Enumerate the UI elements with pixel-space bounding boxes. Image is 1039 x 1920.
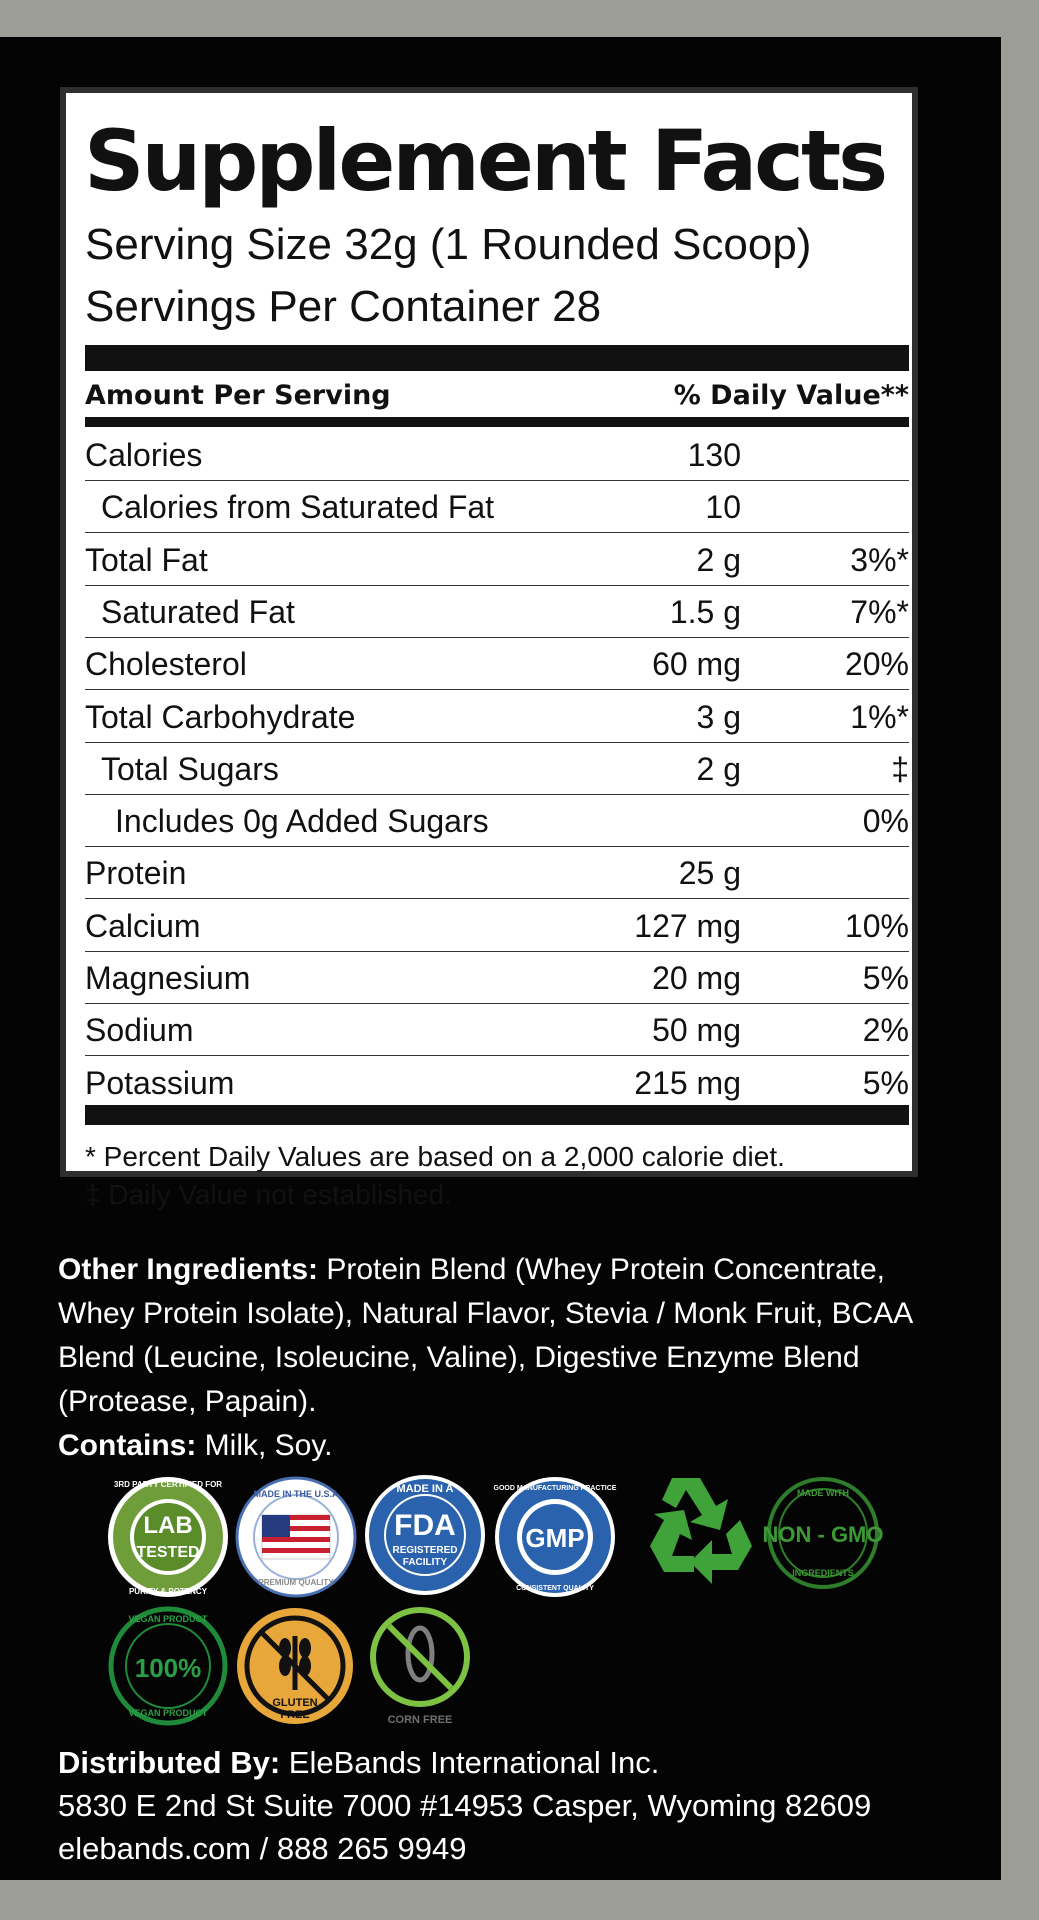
fda-sub2-text: FACILITY xyxy=(402,1557,448,1568)
lab-top-text: 3RD PARTY CERTIFIED FOR xyxy=(113,1480,223,1489)
non-gmo-badge xyxy=(763,1479,884,1587)
nutrient-name: Total Sugars xyxy=(101,750,279,787)
footnote-not-established: ‡ Daily Value not established. xyxy=(85,1179,452,1210)
gmp-badge xyxy=(494,1477,617,1597)
corn-free-badge xyxy=(373,1610,467,1726)
serving-size: Serving Size 32g (1 Rounded Scoop) xyxy=(85,220,812,269)
contains-text: Milk, Soy. xyxy=(196,1429,333,1462)
gmp-bottom-text: CONSISTENT QUALITY xyxy=(516,1585,594,1592)
nutrient-name: Calcium xyxy=(85,907,201,944)
nutrient-amount: 215 mg xyxy=(634,1064,741,1101)
fda-top-text: MADE IN A xyxy=(396,1483,454,1495)
gluten-label1: GLUTEN xyxy=(272,1697,318,1709)
gluten-free-badge xyxy=(237,1608,353,1724)
nutrient-name: Calories xyxy=(85,437,203,473)
nutrient-daily-value: ‡ xyxy=(891,750,909,787)
lab-tested-text: TESTED xyxy=(136,1544,200,1561)
nutrient-name: Total Carbohydrate xyxy=(85,698,356,735)
nutrient-name: Calories from Saturated Fat xyxy=(101,489,495,526)
nongmo-top-text: MADE WITH xyxy=(797,1488,849,1498)
distributed-by-label: Distributed By: xyxy=(58,1745,281,1780)
contains-label: Contains: xyxy=(58,1429,197,1462)
other-ingredients-text: Protein Blend (Whey Protein Concentrate, Whey Protein Isolate), Natural Flavor, Stevia / Monk Fruit, BCAA Blend (Leucine, Isoleucine, Valine), Digestive Enzyme Blend (Protease, Papain). xyxy=(58,1253,912,1418)
usa-top-text: MADE IN THE U.S.A xyxy=(253,1489,339,1499)
nutrient-daily-value: 10% xyxy=(844,907,909,944)
nongmo-bottom-text: INGREDIENTS xyxy=(792,1568,854,1578)
nutrient-daily-value: 2% xyxy=(862,1012,909,1049)
facts-title: Supplement Facts xyxy=(84,112,886,210)
vegan-badge xyxy=(111,1609,225,1723)
usa-bottom-text: PREMIUM QUALITY xyxy=(258,1578,334,1587)
gmp-top-text: GOOD MANUFACTURING PRACTICE xyxy=(493,1485,617,1492)
servings-per-container: Servings Per Container 28 xyxy=(85,282,602,331)
lab-tested-badge xyxy=(108,1477,228,1597)
nongmo-main-text: NON - GMO xyxy=(762,1522,884,1547)
nutrient-name: Potassium xyxy=(85,1064,235,1101)
nutrient-amount: 10 xyxy=(705,489,741,526)
made-in-usa-badge xyxy=(237,1478,355,1596)
nutrient-name: Protein xyxy=(85,855,187,892)
nutrient-name: Includes 0g Added Sugars xyxy=(115,803,489,840)
nutrient-daily-value: 7%* xyxy=(850,593,909,630)
nutrient-daily-value: 0% xyxy=(862,803,909,840)
nutrient-amount: 130 xyxy=(687,437,741,473)
lab-main-text: LAB xyxy=(143,1512,193,1539)
nutrient-name: Cholesterol xyxy=(85,646,247,683)
fda-main-text: FDA xyxy=(394,1509,456,1542)
lab-bottom-text: PURITY & POTENCY xyxy=(128,1587,208,1596)
nutrient-daily-value: 1%* xyxy=(850,698,909,735)
nutrient-name: Magnesium xyxy=(85,960,251,996)
footnote-dv: * Percent Daily Values are based on a 2,000 calorie diet. xyxy=(85,1141,785,1172)
nutrient-amount: 60 mg xyxy=(652,646,741,683)
distributor-contact: elebands.com / 888 265 9949 xyxy=(58,1831,467,1866)
amount-per-serving-header: Amount Per Serving xyxy=(85,380,391,411)
gmp-main-text: GMP xyxy=(525,1523,585,1553)
nutrient-amount: 127 mg xyxy=(634,907,741,944)
vegan-top-text: VEGAN PRODUCT xyxy=(128,1614,208,1624)
vegan-main-text: 100% xyxy=(134,1653,202,1683)
recycle-icon xyxy=(650,1478,752,1584)
nutrient-name: Saturated Fat xyxy=(101,593,295,630)
nutrient-name: Sodium xyxy=(85,1012,194,1049)
nutrient-amount: 2 g xyxy=(696,541,741,578)
other-ingredients-label: Other Ingredients: xyxy=(58,1253,319,1286)
nutrient-daily-value: 20% xyxy=(844,646,909,683)
nutrient-amount: 1.5 g xyxy=(669,593,741,630)
distributor-name: EleBands International Inc. xyxy=(280,1745,660,1780)
fda-badge xyxy=(365,1475,485,1595)
fda-sub1-text: REGISTERED xyxy=(392,1545,458,1556)
distributor-address: 5830 E 2nd St Suite 7000 #14953 Casper, Wyoming 82609 xyxy=(58,1788,872,1823)
nutrient-name: Total Fat xyxy=(85,541,208,578)
nutrient-daily-value: 5% xyxy=(862,1064,909,1101)
nutrient-daily-value: 5% xyxy=(862,960,909,996)
gluten-label2: FREE xyxy=(280,1709,310,1721)
nutrient-amount: 50 mg xyxy=(652,1012,741,1049)
nutrient-daily-value: 3%* xyxy=(850,541,909,578)
nutrient-amount: 20 mg xyxy=(652,960,741,996)
nutrient-amount: 25 g xyxy=(678,855,741,892)
distributor-block xyxy=(58,1741,988,1870)
nutrient-amount: 2 g xyxy=(696,750,741,787)
daily-value-header: % Daily Value** xyxy=(673,380,909,411)
vegan-bottom-text: VEGAN PRODUCT xyxy=(128,1708,208,1718)
nutrient-amount: 3 g xyxy=(696,698,741,735)
corn-label: CORN FREE xyxy=(387,1714,453,1726)
